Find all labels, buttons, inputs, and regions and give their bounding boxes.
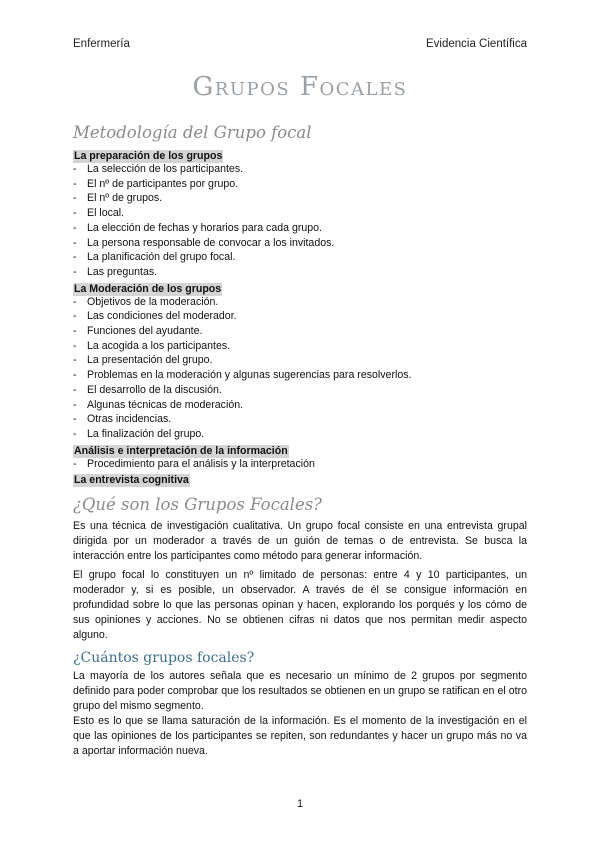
list-item-text: El nº de participantes por grupo. bbox=[87, 177, 239, 190]
paragraph: La mayoría de los autores señala que es necesario un mínimo de 2 grupos por segmento definido para poder comprobar que los resultados se obtienen en un grupo se ratifican en el otro grupo del mismo segmento. bbox=[73, 670, 527, 713]
dash-bullet-icon: - bbox=[73, 221, 77, 234]
list-item bbox=[73, 353, 527, 368]
section-heading-what-are: ¿Qué son los Grupos Focales? bbox=[73, 495, 323, 515]
list-item-text: Las preguntas. bbox=[87, 265, 158, 278]
list-item-text: Objetivos de la moderación. bbox=[87, 295, 219, 308]
dash-bullet-icon: - bbox=[73, 369, 77, 382]
document-body bbox=[73, 122, 527, 759]
list-item-text: Problemas en la moderación y algunas sugerencias para resolverlos. bbox=[87, 369, 412, 382]
list-item bbox=[73, 191, 527, 206]
dash-bullet-icon: - bbox=[73, 251, 77, 264]
list-item bbox=[73, 457, 527, 472]
header-right: Evidencia Científica bbox=[426, 38, 527, 50]
list-item-text: Algunas técnicas de moderación. bbox=[87, 398, 244, 411]
subheading-wrapper bbox=[73, 147, 527, 162]
page-number: 1 bbox=[296, 798, 304, 810]
subheading: Análisis e interpretación de la información bbox=[74, 444, 288, 457]
list-item bbox=[73, 162, 527, 177]
list-item bbox=[73, 236, 527, 251]
list-item bbox=[73, 398, 527, 413]
list-item-text: La elección de fechas y horarios para cada grupo. bbox=[87, 221, 322, 234]
list-item-text: Procedimiento para el análisis y la interpretación bbox=[87, 457, 315, 470]
list-item bbox=[73, 309, 527, 324]
list-item-text: Las condiciones del moderador. bbox=[87, 310, 237, 323]
list-item-text: El desarrollo de la discusión. bbox=[87, 383, 222, 396]
dash-bullet-icon: - bbox=[73, 325, 77, 338]
list-item-text: La presentación del grupo. bbox=[87, 354, 213, 367]
subheading-wrapper bbox=[73, 442, 527, 457]
bullet-list bbox=[73, 295, 527, 442]
dash-bullet-icon: - bbox=[73, 207, 77, 220]
bullet-list bbox=[73, 162, 527, 280]
list-item bbox=[73, 412, 527, 427]
dash-bullet-icon: - bbox=[73, 265, 77, 278]
subheading: La preparación de los grupos bbox=[74, 150, 223, 162]
list-item-text: El nº de grupos. bbox=[87, 192, 163, 205]
bullet-list bbox=[73, 457, 527, 472]
list-item-text: La selección de los participantes. bbox=[87, 163, 244, 175]
dash-bullet-icon: - bbox=[73, 457, 77, 470]
list-item bbox=[73, 427, 527, 442]
dash-bullet-icon: - bbox=[73, 354, 77, 367]
list-item bbox=[73, 206, 527, 221]
dash-bullet-icon: - bbox=[73, 310, 77, 323]
dash-bullet-icon: - bbox=[73, 427, 77, 440]
dash-bullet-icon: - bbox=[73, 339, 77, 352]
list-item bbox=[73, 250, 527, 265]
section-heading-how-many: ¿Cuántos grupos focales? bbox=[73, 650, 255, 667]
dash-bullet-icon: - bbox=[73, 192, 77, 205]
list-item bbox=[73, 295, 527, 310]
paragraph: Es una técnica de investigación cualitativa. Un grupo focal consiste en una entrevista grupal dirigida por un moderador a través de un guión de temas o de entrevista. Se busca la interacción entre los participantes como método para generar información. bbox=[73, 520, 527, 563]
methodology-groups bbox=[73, 147, 527, 486]
list-item bbox=[73, 368, 527, 383]
subheading-wrapper bbox=[73, 471, 527, 486]
header-left: Enfermería bbox=[73, 38, 130, 50]
list-item bbox=[73, 221, 527, 236]
list-item-text: El local. bbox=[87, 207, 125, 220]
list-item bbox=[73, 339, 527, 354]
dash-bullet-icon: - bbox=[73, 383, 77, 396]
subheading: La Moderación de los grupos bbox=[74, 282, 222, 295]
list-item-text: La finalización del grupo. bbox=[87, 427, 205, 440]
list-item bbox=[73, 324, 527, 339]
list-item-text: Otras incidencias. bbox=[87, 413, 172, 426]
list-item bbox=[73, 265, 527, 280]
dash-bullet-icon: - bbox=[73, 163, 77, 175]
subheading-wrapper bbox=[73, 280, 527, 295]
list-item-text: Funciones del ayudante. bbox=[87, 325, 203, 338]
dash-bullet-icon: - bbox=[73, 398, 77, 411]
list-item bbox=[73, 383, 527, 398]
dash-bullet-icon: - bbox=[73, 295, 77, 308]
paragraph: El grupo focal lo constituyen un nº limitado de personas: entre 4 y 10 participantes, un moderador y, si es posible, un observador. A través de él se consigue información en profundidad sobre lo que las personas opinan y hacen, explorando los porqués y los cómo de sus opiniones y acciones. No se obtienen cifras ni datos que nos permitan medir aspecto alguno. bbox=[73, 569, 527, 642]
list-item-text: La planificación del grupo focal. bbox=[87, 251, 236, 264]
subheading: La entrevista cognitiva bbox=[74, 474, 189, 487]
paragraph: Esto es lo que se llama saturación de la información. Es el momento de la investigación en el que las opiniones de los participantes se repiten, son redundantes y hacer un grupo más no va a aportar información nueva. bbox=[73, 715, 527, 758]
list-item-text: La acogida a los participantes. bbox=[87, 339, 231, 352]
list-item bbox=[73, 177, 527, 192]
dash-bullet-icon: - bbox=[73, 236, 77, 249]
list-item-text: La persona responsable de convocar a los invitados. bbox=[87, 236, 335, 249]
document-title: Grupos Focales bbox=[192, 72, 408, 102]
dash-bullet-icon: - bbox=[73, 413, 77, 426]
section-heading-methodology: Metodología del Grupo focal bbox=[73, 123, 312, 142]
dash-bullet-icon: - bbox=[73, 177, 77, 190]
